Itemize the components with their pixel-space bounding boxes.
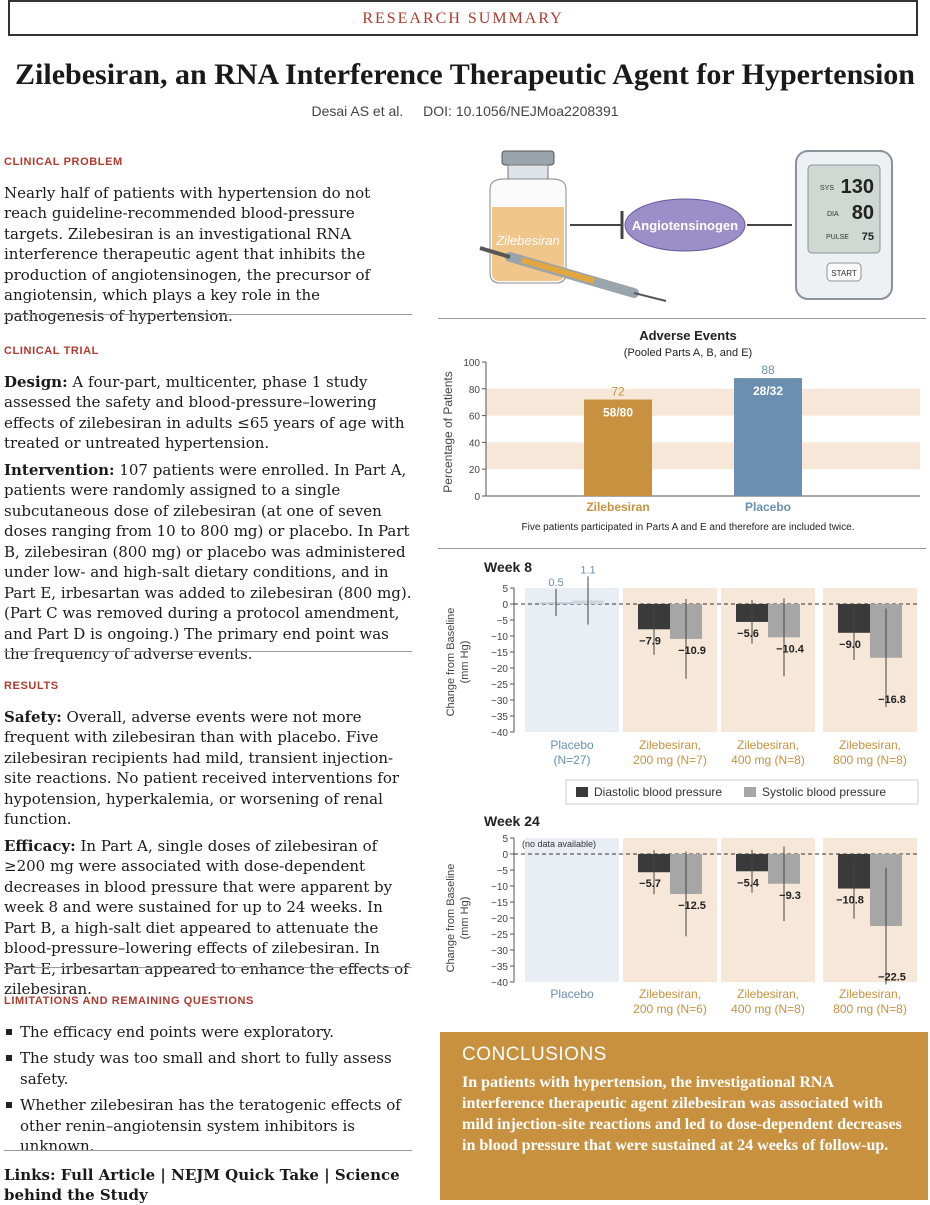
author-line [0,103,930,119]
design-paragraph [4,372,412,454]
chart-note: Five patients participated in Parts A and E and therefore are included twice. [521,522,855,533]
value-label: −9.0 [839,638,861,651]
y-axis-label: Percentage of Patients [441,371,455,493]
y-tick-label: −30 [491,696,508,707]
grid-band [486,442,920,469]
y-tick-label: −20 [491,664,508,675]
divider [438,318,926,319]
value-label: −9.3 [779,889,801,902]
conclusions-text: In patients with hypertension, the investigational RNA interference therapeutic agent zilebesiran was associated with mild injection-site reactions and led to dose-dependent decreases in blood pressure that were sustained at 24 weeks of follow-up. [462,1074,902,1154]
results-heading: RESULTS [4,680,59,692]
y-tick-label: 60 [468,411,480,423]
clinical-trial-section [4,341,412,671]
y-tick-label: −10 [491,632,508,643]
adverse-events-chart [438,320,928,540]
no-data-note: (no data available) [522,839,597,849]
y-tick-label: 20 [468,465,480,477]
y-tick-label: 0 [474,492,480,503]
dia-value: 80 [851,202,874,224]
y-axis-label: Change from Baseline [445,607,457,717]
value-label: −12.5 [678,900,706,912]
group-label: Zilebesiran, [838,987,902,1001]
safety-paragraph [4,707,412,830]
y-tick-label: −20 [491,914,508,925]
week24-bp-chart [438,808,928,1023]
value-label: −10.9 [678,644,706,657]
value-label: 72 [611,384,625,399]
plot-area [491,564,920,767]
conclusions-box [440,1032,928,1200]
y-tick-label: −15 [491,898,508,909]
value-label: −10.4 [776,643,804,656]
y-tick-label: −35 [491,962,508,973]
authors: Desai AS et al. [311,103,404,119]
doi-link[interactable]: DOI: 10.1056/NEJMoa2208391 [423,103,619,119]
group-label: Zilebesiran, [638,738,702,752]
y-tick-label: 0 [502,850,508,861]
legend-label-diastolic: Diastolic blood pressure [594,785,723,799]
value-label: −10.8 [836,894,864,907]
y-axis-unit: (mm Hg) [459,640,471,684]
value-label: −7.9 [639,635,661,648]
legend-swatch-diastolic [576,787,588,797]
category-label: Placebo [744,500,792,514]
count-label: 28/32 [752,384,784,399]
group-label: Placebo [550,738,594,752]
group-sublabel: 800 mg (N=8) [833,1002,907,1016]
y-axis-label: Change from Baseline [445,863,457,973]
plot-area [463,358,920,514]
safety-label: Safety: [4,707,62,726]
y-tick-label: 40 [468,438,480,450]
efficacy-text: In Part A, single doses of zilebesiran of ≥200 mg were associated with dose-dependent decreases in blood pressure that were apparent by week 8 and were sustained for up to 24 weeks. In Part B, a high-salt diet appeared to attenuate the blood-pressure–lowering effects of zilebesiran. In Part E, irbesartan appeared to enhance the effects of zilebesiran. [4,836,409,998]
legend-swatch-systolic [744,787,756,797]
group-label: Placebo [550,987,594,1001]
y-tick-label: −40 [491,978,508,989]
plot-area [491,834,920,1016]
limitations-list [4,1022,412,1157]
y-tick-label: 100 [463,358,480,369]
design-text: A four-part, multicenter, phase 1 study assessed the safety and blood-pressure–lowering effects of zilebesiran in adults ≤65 years of age with treated or untreated hypertension. [4,372,405,452]
divider [4,1150,412,1151]
vial-label: Zilebesiran [496,233,560,248]
chart-subtitle: (Pooled Parts A, B, and E) [623,347,753,359]
clinical-problem-heading: CLINICAL PROBLEM [4,156,123,168]
value-label: 88 [761,363,775,378]
sys-value: 130 [840,176,874,198]
efficacy-label: Efficacy: [4,836,76,855]
article-title: Zilebesiran, an RNA Interference Therapeutic Agent for Hypertension [15,58,915,91]
group-label: Zilebesiran, [638,987,702,1001]
dia-label: DIA [827,211,839,218]
y-axis-unit: (mm Hg) [459,896,471,940]
clinical-problem-text: Nearly half of patients with hypertension do not reach guideline-recommended blood-pressure targets. Zilebesiran is an investigational RNA interference therapeutic agent that inhibits the production of angiotensinogen, the precursor of angiotensin, which plays a key role in the pathogenesis of hypertension. [4,183,371,325]
results-section [4,676,412,1006]
list-item: The efficacy end points were exploratory. [4,1022,412,1043]
clinical-trial-heading: CLINICAL TRIAL [4,345,99,357]
sys-label: SYS [820,185,835,192]
value-label: −22.5 [878,971,906,984]
group-sublabel: 200 mg (N=6) [633,1002,707,1016]
clinical-problem-section [4,152,412,332]
legend-label-systolic: Systolic blood pressure [762,785,887,799]
start-button[interactable]: START [831,269,857,278]
y-tick-label: 5 [502,584,508,595]
group-sublabel: 400 mg (N=8) [731,1002,805,1016]
y-tick-label: −5 [496,616,508,627]
divider [438,548,926,549]
y-tick-label: −10 [491,882,508,893]
value-label: −5.4 [737,877,759,890]
category-label: Zilebesiran [586,500,650,514]
divider [4,314,412,315]
group-panel [525,838,619,982]
angiotensinogen-label: Angiotensinogen [631,218,739,233]
limitations-section [4,991,412,1163]
pulse-value: 75 [861,231,874,243]
y-tick-label: 80 [468,384,480,396]
y-tick-label: −15 [491,648,508,659]
y-tick-label: −5 [496,866,508,877]
research-summary-banner: RESEARCH SUMMARY [8,0,918,36]
value-label: −5.7 [639,878,661,891]
grid-band [486,389,920,416]
chart-title: Week 24 [484,813,540,829]
list-item: Whether zilebesiran has the teratogenic effects of other renin–angiotensin system inhibitors is unknown. [4,1095,412,1157]
group-sublabel: 800 mg (N=8) [833,753,907,767]
design-label: Design: [4,372,68,391]
value-label: −16.8 [878,694,906,707]
links-line[interactable]: Links: Full Article | NEJM Quick Take | Science behind the Study [4,1166,400,1204]
group-panel [525,588,619,732]
intervention-text: 107 patients were enrolled. In Part A, patients were randomly assigned to a single subcutaneous dose of zilebesiran (at one of seven doses ranging from 10 to 800 mg) or placebo. In Part B, zilebesiran (800 mg) or placebo was administered under low- and high-salt dietary conditions, and in Part E, irbesartan was added to zilebesiran (800 mg). (Part C was removed during a protocol amendment, and Part D is ongoing.) The primary end point was the frequency of adverse events. [4,460,412,663]
value-label: −5.6 [737,627,759,640]
list-item: The study was too small and short to fully assess safety. [4,1048,412,1089]
chart-title: Week 8 [484,559,532,575]
group-sublabel: 200 mg (N=7) [633,753,707,767]
y-tick-label: −25 [491,680,508,691]
efficacy-paragraph [4,836,412,1000]
week8-bp-chart [438,552,928,810]
intervention-label: Intervention: [4,460,115,479]
value-label: 0.5 [548,576,564,589]
mechanism-illustration [470,145,920,305]
pulse-label: PULSE [826,234,849,241]
group-label: Zilebesiran, [838,738,902,752]
intervention-paragraph [4,460,412,665]
limitations-heading: LIMITATIONS AND REMAINING QUESTIONS [4,995,254,1007]
count-label: 58/80 [602,405,634,420]
value-label: 1.1 [580,564,596,577]
group-label: Zilebesiran, [736,738,800,752]
divider [4,651,412,652]
divider [4,967,412,968]
group-label: Zilebesiran, [736,987,800,1001]
legend [566,780,918,804]
y-tick-label: 5 [502,834,508,845]
conclusions-heading: CONCLUSIONS [462,1044,607,1065]
safety-text: Overall, adverse events were not more frequent with zilebesiran than with placebo. Five zilebesiran recipients had mild, transient injection-site reactions. No patient received interventions for hypotension, hyperkalemia, or worsening of renal function. [4,707,400,828]
chart-title: Adverse Events [639,328,737,343]
group-sublabel: (N=27) [553,753,591,767]
y-tick-label: 0 [502,600,508,611]
y-tick-label: −30 [491,946,508,957]
y-tick-label: −40 [491,728,508,739]
group-sublabel: 400 mg (N=8) [731,753,805,767]
y-tick-label: −25 [491,930,508,941]
y-tick-label: −35 [491,712,508,723]
